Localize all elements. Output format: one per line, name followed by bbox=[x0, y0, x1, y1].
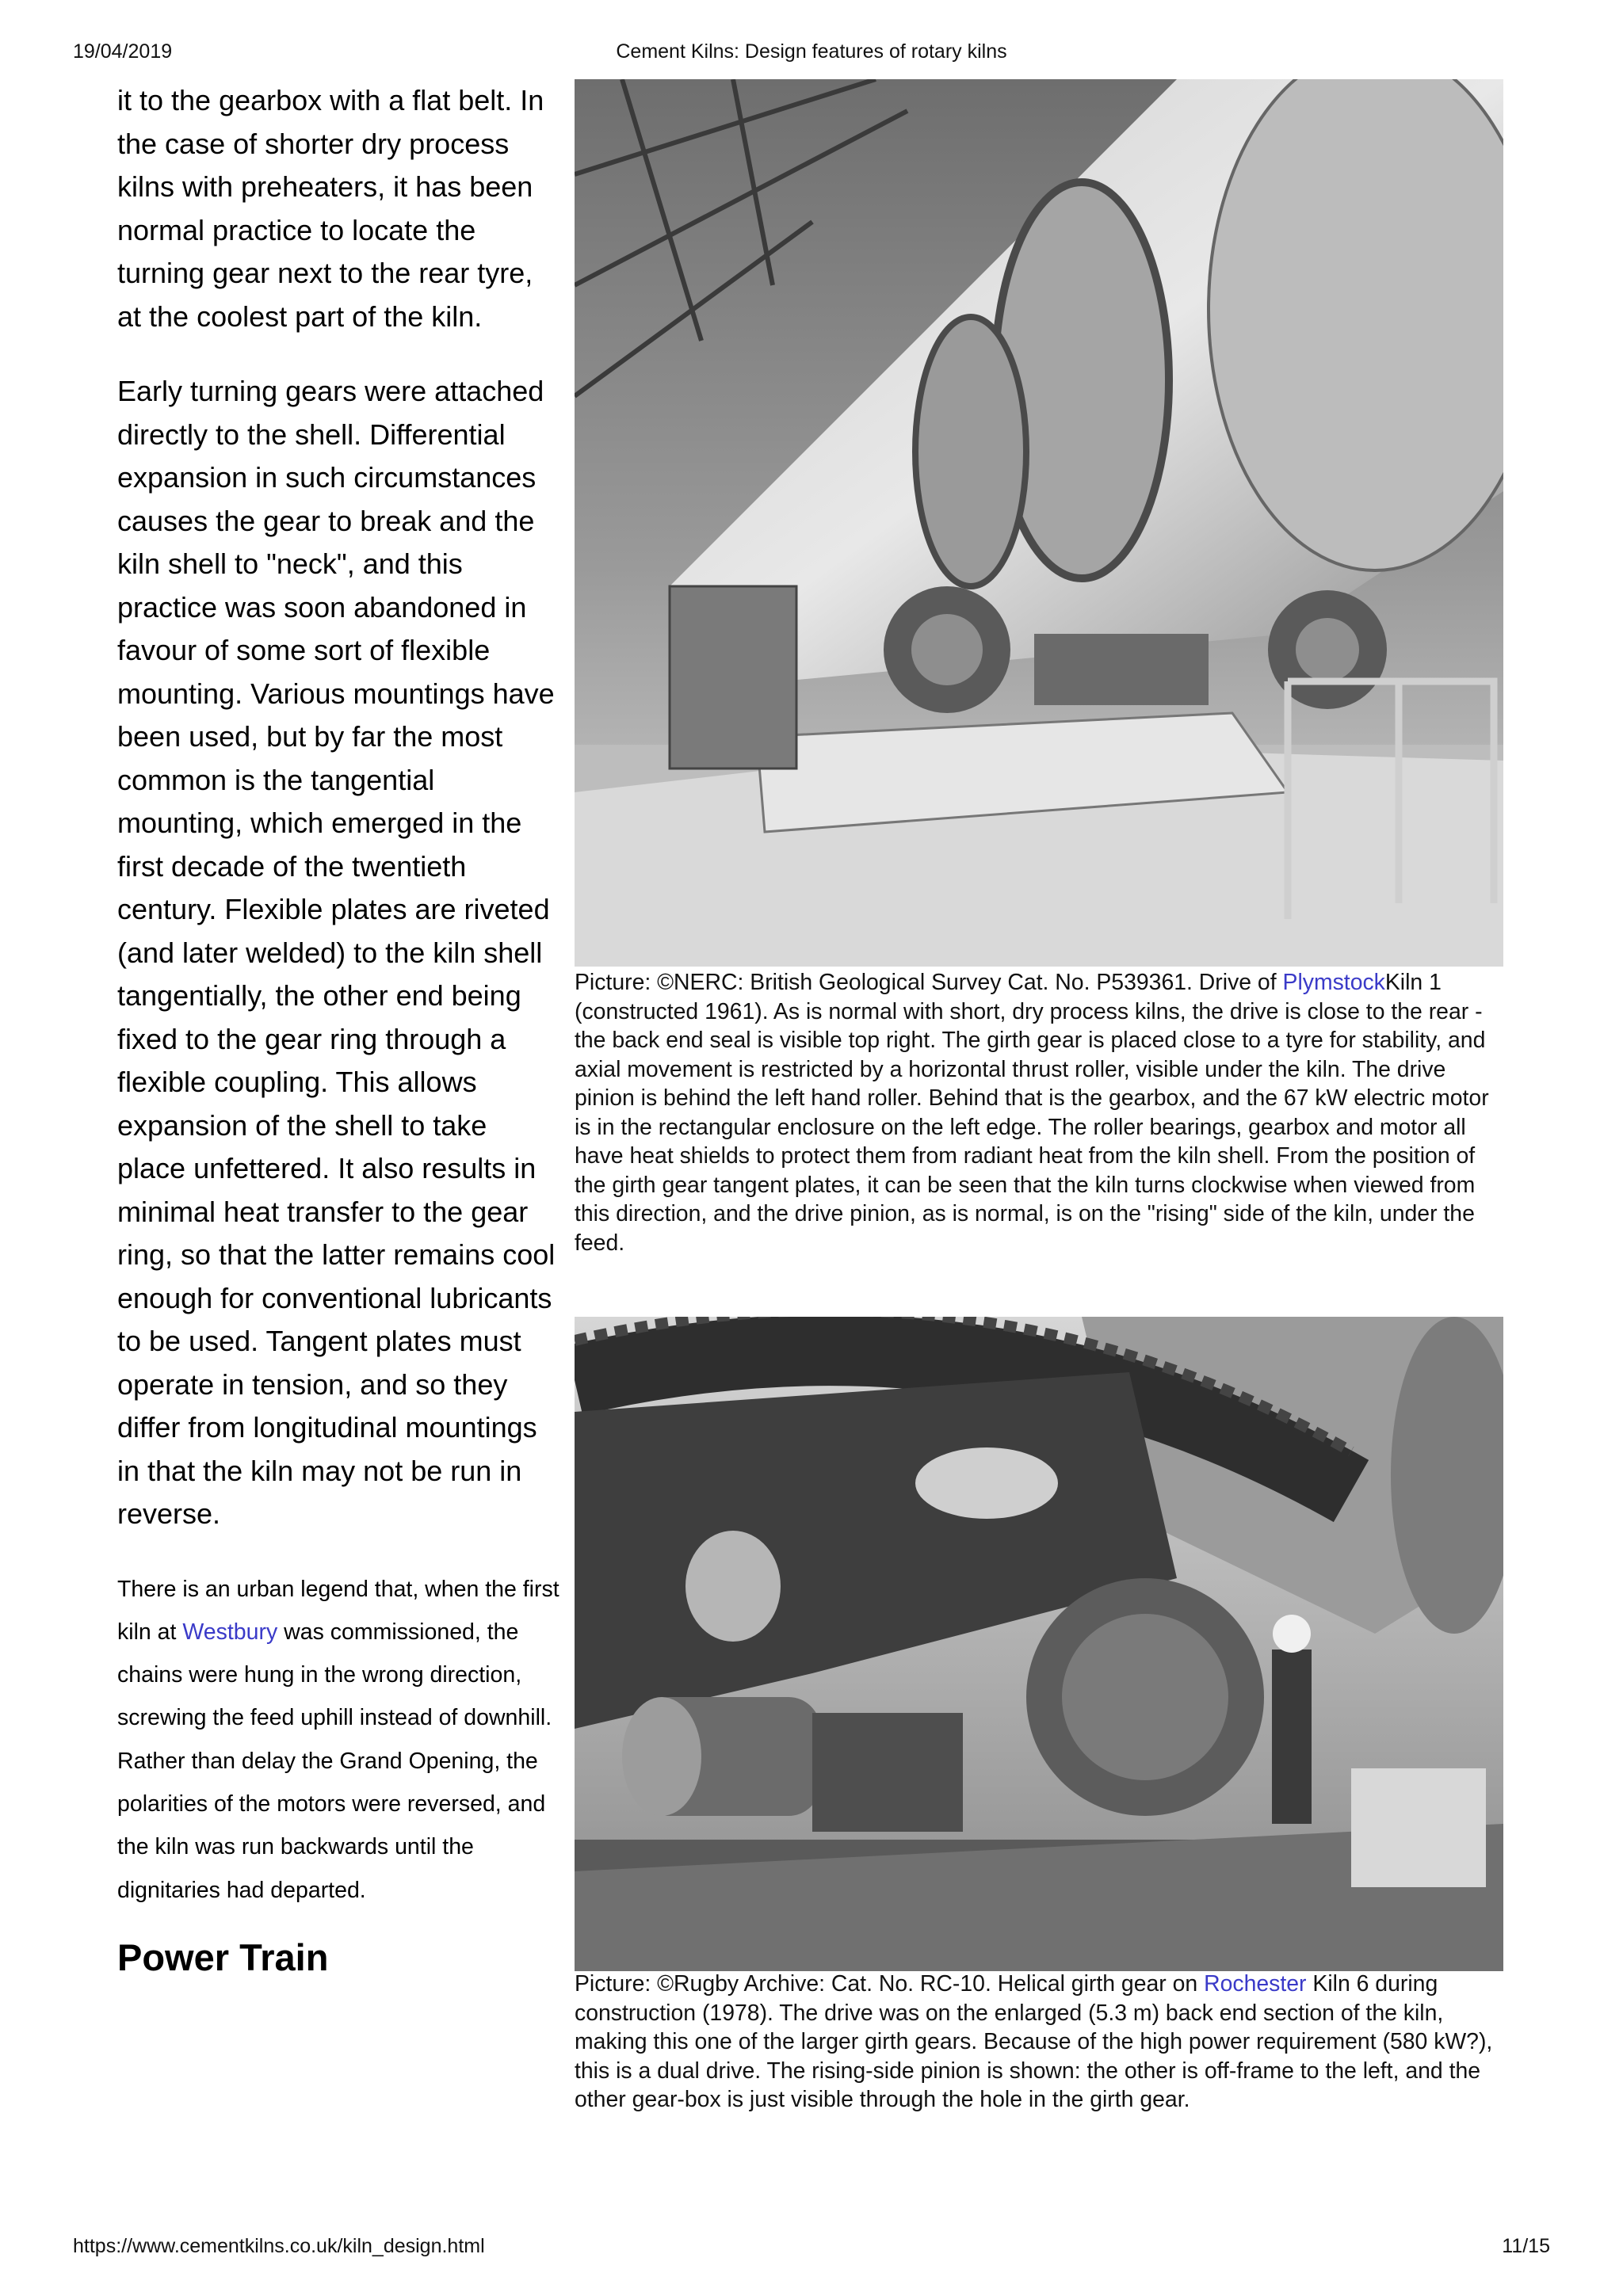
girth-gear-photo-image bbox=[575, 1317, 1503, 1971]
paragraph-turning-gear-location: it to the gearbox with a flat belt. In the case of shorter dry process kilns with preheaters, it has been normal practice to locate the turning gear next to the rear tyre, at the coolest part of the kiln. bbox=[117, 84, 544, 333]
photo-rochester-girth-gear bbox=[575, 1317, 1503, 1971]
photo-plymstock-kiln-drive bbox=[575, 79, 1503, 967]
caption-rochester-photo bbox=[575, 1970, 1510, 2115]
plymstock-caption-text-start: Picture: ©NERC: British Geological Survey Cat. No. P539361. Drive of bbox=[575, 970, 1283, 995]
section-heading-power-train: Power Train bbox=[117, 1936, 329, 1978]
westbury-link[interactable]: Westbury bbox=[182, 1619, 278, 1645]
page-number: 11/15 bbox=[1502, 2235, 1550, 2257]
print-date: 19/04/2019 bbox=[73, 40, 173, 63]
print-title: Cement Kilns: Design features of rotary kilns bbox=[616, 40, 1007, 63]
kiln-drive-photo-image bbox=[575, 79, 1503, 967]
paragraph-tangential-mounting: Early turning gears were attached directly to the shell. Differential expansion in such circumstances causes the gear to break and the kiln shell to "neck", and this practice was soon abandoned in favour of some sort of flexible mounting. Various mountings have been used, but by far the most common is the tangential mounting, which emerged in the first decade of the twentieth century. Flexible plates are riveted (and later welded) to the kiln shell tangentially, the other end being fixed to the gear ring through a flexible coupling. This allows expansion of the shell to take place unfettered. It also results in minimal heat transfer to the gear ring, so that the latter remains cool enough for conventional lubricants to be used. Tangent plates must operate in tension, and so they differ from longitudinal mountings in that the kiln may not be run in reverse. bbox=[117, 375, 556, 1530]
print-url: https://www.cementkilns.co.uk/kiln_design.html bbox=[73, 2235, 485, 2257]
paragraph-urban-legend bbox=[117, 1568, 561, 1912]
rochester-link[interactable]: Rochester bbox=[1204, 1971, 1307, 1997]
rochester-caption-text-end: Kiln 6 during construction (1978). The drive was on the enlarged (5.3 m) back end section of the kiln, making this one of the larger girth gears. Because of the high power requirement (580 kW?), this is a dual drive. The rising-side pinion is shown: the other is off-frame to the left, and the other gear-box is just visible through the hole in the girth gear. bbox=[575, 1971, 1493, 2112]
caption-plymstock-photo bbox=[575, 968, 1510, 1257]
rochester-caption-text-start: Picture: ©Rugby Archive: Cat. No. RC-10. Helical girth gear on bbox=[575, 1971, 1205, 1997]
plymstock-caption-text-end: Kiln 1 (constructed 1961). As is normal with short, dry process kilns, the drive is close to the rear - the back end seal is visible top right. The girth gear is placed close to a tyre for stability, and axial movement is restricted by a horizontal thrust roller, visible under the kiln. The drive pinion is behind the left hand roller. Behind that is the gearbox, and the 67 kW electric motor is in the rectangular enclosure on the left edge. The roller bearings, gearbox and motor all have heat shields to protect them from radiant heat from the kiln shell. From the position of the girth gear tangent plates, it can be seen that the kiln turns clockwise when viewed from this direction, and the drive pinion, as is normal, is on the "rising" side of the kiln, under the feed. bbox=[575, 970, 1489, 1256]
urban-legend-text-end: was commissioned, the chains were hung in the wrong direction, screwing the feed uphill instead of downhill. Rather than delay the Grand Opening, the polarities of the motors were reversed, and the kiln was run backwards until the dignitaries had departed. bbox=[117, 1619, 552, 1903]
article-text-column bbox=[117, 79, 561, 1980]
urban-legend-text-start: There is an urban legend that, when the first kiln at bbox=[117, 1576, 559, 1645]
plymstock-link[interactable]: Plymstock bbox=[1282, 970, 1385, 995]
